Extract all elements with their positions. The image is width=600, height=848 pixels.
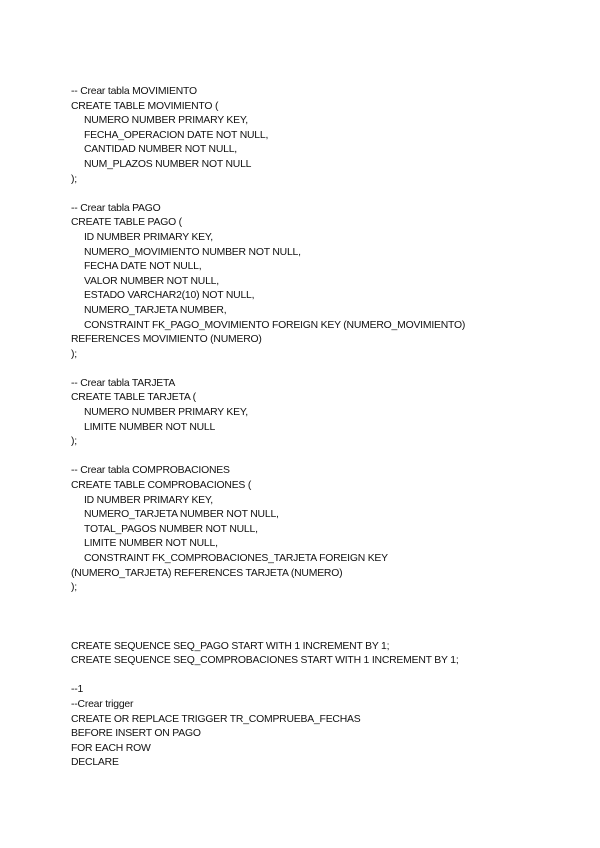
column-line: TOTAL_PAGOS NUMBER NOT NULL, xyxy=(84,523,258,535)
sequence-line: CREATE SEQUENCE SEQ_COMPROBACIONES START WITH 1 INCREMENT BY 1; xyxy=(71,655,459,667)
column-line: VALOR NUMBER NOT NULL, xyxy=(84,275,219,287)
constraint-line: CONSTRAINT FK_COMPROBACIONES_TARJETA FOREIGN KEY xyxy=(84,553,388,564)
column-line: ID NUMBER PRIMARY KEY, xyxy=(84,494,213,506)
column-line: LIMITE NUMBER NOT NULL xyxy=(84,421,216,433)
comment-movimiento: -- Crear tabla MOVIMIENTO xyxy=(71,86,197,97)
column-line: NUM_PLAZOS NUMBER NOT NULL xyxy=(84,158,252,170)
sequence-line: CREATE SEQUENCE SEQ_PAGO START WITH 1 INCREMENT BY 1; xyxy=(71,640,390,652)
create-table-movimiento: CREATE TABLE MOVIMIENTO ( xyxy=(71,100,219,112)
close-paren: ); xyxy=(71,173,77,185)
trigger-line: --1 xyxy=(71,684,84,696)
column-line: ESTADO VARCHAR2(10) NOT NULL, xyxy=(84,290,255,302)
close-paren: ); xyxy=(71,348,77,360)
create-table-pago: CREATE TABLE PAGO ( xyxy=(71,217,182,229)
sql-code-block xyxy=(71,85,591,771)
column-line: LIMITE NUMBER NOT NULL, xyxy=(84,538,218,550)
create-table-tarjeta: CREATE TABLE TARJETA ( xyxy=(71,392,196,404)
column-line: NUMERO NUMBER PRIMARY KEY, xyxy=(84,115,248,127)
create-table-comprobaciones: CREATE TABLE COMPROBACIONES ( xyxy=(71,480,252,492)
column-line: FECHA_OPERACION DATE NOT NULL, xyxy=(84,129,269,141)
close-paren: ); xyxy=(71,436,77,448)
comment-comprobaciones: -- Crear tabla COMPROBACIONES xyxy=(71,465,230,477)
trigger-line: BEFORE INSERT ON PAGO xyxy=(71,728,201,740)
column-line: FECHA DATE NOT NULL, xyxy=(84,261,202,273)
column-line: NUMERO_MOVIMIENTO NUMBER NOT NULL, xyxy=(84,246,301,258)
trigger-line: --Crear trigger xyxy=(71,698,134,710)
column-line: NUMERO NUMBER PRIMARY KEY, xyxy=(84,407,248,419)
column-line: CANTIDAD NUMBER NOT NULL, xyxy=(84,144,237,156)
column-line: NUMERO_TARJETA NUMBER NOT NULL, xyxy=(84,509,279,521)
references-line: REFERENCES MOVIMIENTO (NUMERO) xyxy=(71,334,262,346)
column-line: ID NUMBER PRIMARY KEY, xyxy=(84,231,213,243)
close-paren: ); xyxy=(71,582,77,594)
trigger-line: FOR EACH ROW xyxy=(71,742,151,754)
references-line: (NUMERO_TARJETA) REFERENCES TARJETA (NUMERO) xyxy=(71,567,343,579)
trigger-line: DECLARE xyxy=(71,757,119,769)
constraint-line: CONSTRAINT FK_PAGO_MOVIMIENTO FOREIGN KEY (NUMERO_MOVIMIENTO) xyxy=(84,319,466,331)
comment-tarjeta: -- Crear tabla TARJETA xyxy=(71,377,176,389)
comment-pago: -- Crear tabla PAGO xyxy=(71,202,161,214)
column-line: NUMERO_TARJETA NUMBER, xyxy=(84,304,227,316)
trigger-line: CREATE OR REPLACE TRIGGER TR_COMPRUEBA_FECHAS xyxy=(71,713,361,725)
